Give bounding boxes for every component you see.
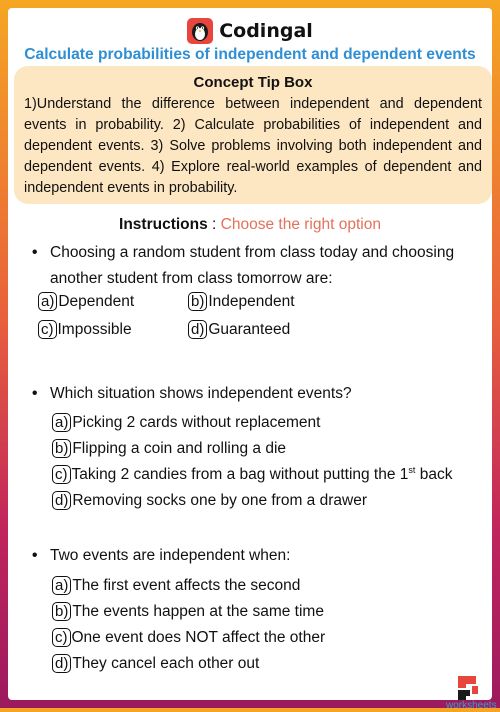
option-text: Dependent <box>58 292 135 310</box>
question-3-option-a[interactable] <box>52 576 300 595</box>
option-text: One event does NOT affect the other <box>71 628 326 646</box>
question-2-text: Which situation shows independent events? <box>50 385 352 402</box>
option-key: c) <box>52 628 71 647</box>
question-3-option-b[interactable] <box>52 602 324 621</box>
tip-box-body: 1)Understand the difference between independent and dependent events in probability. 2) Calculate probabilities of independent and dependent events. 3) Solve problems involving both independent and dependent events. 4) Explore real-world examples of dependent and independent events in probability. <box>24 96 482 196</box>
question-1-option-b[interactable] <box>188 292 295 311</box>
instructions-label: Instructions <box>119 216 208 233</box>
question-3-option-d[interactable] <box>52 654 259 673</box>
bullet-icon: • <box>32 547 38 564</box>
option-key: b) <box>52 439 71 458</box>
option-text: The events happen at the same time <box>72 602 324 620</box>
tip-box-title: Concept Tip Box <box>193 74 313 91</box>
worksheet-page <box>8 8 497 711</box>
option-text: Impossible <box>57 320 132 338</box>
brand-name: Codingal <box>219 20 313 42</box>
option-text: The first event affects the second <box>72 576 301 594</box>
question-2-option-a[interactable] <box>52 413 320 432</box>
option-text: Picking 2 cards without replacement <box>72 413 321 431</box>
question-3-option-c[interactable] <box>52 628 325 647</box>
option-key: c) <box>52 465 71 484</box>
bullet-icon: • <box>32 385 38 402</box>
question-1-option-d[interactable] <box>188 320 290 339</box>
instructions-separator: : <box>212 216 217 233</box>
option-text: Flipping a coin and rolling a die <box>72 439 287 457</box>
question-1 <box>32 240 454 292</box>
option-key: a) <box>52 576 71 595</box>
question-1-option-c[interactable] <box>38 320 132 339</box>
option-key: c) <box>38 320 57 339</box>
option-text: Taking 2 candies from a bag without putting the 1st back <box>71 465 453 484</box>
option-key: a) <box>38 292 57 311</box>
question-3 <box>32 543 290 569</box>
page-title: Calculate probabilities of independent and dependent events <box>24 46 476 63</box>
question-1-text-line2: another student from class tomorrow are: <box>50 270 333 287</box>
footer-worksheets-text: worksheets <box>446 700 497 711</box>
option-text: Guaranteed <box>208 320 291 338</box>
question-3-text: Two events are independent when: <box>50 547 291 564</box>
option-key: d) <box>52 654 71 673</box>
instructions <box>8 216 492 234</box>
brand-header <box>8 16 492 46</box>
option-text: They cancel each other out <box>72 654 260 672</box>
question-2-option-d[interactable] <box>52 491 367 510</box>
option-key: b) <box>52 602 71 621</box>
question-2 <box>32 381 352 407</box>
option-key: a) <box>52 413 71 432</box>
question-1-text-line1: Choosing a random student from class today and choosing <box>50 244 455 261</box>
option-text: Removing socks one by one from a drawer <box>72 491 367 509</box>
bullet-icon: • <box>32 244 38 261</box>
question-2-option-b[interactable] <box>52 439 286 458</box>
question-1-option-a[interactable] <box>38 292 134 311</box>
option-key: b) <box>188 292 207 311</box>
concept-tip-box <box>14 66 492 204</box>
option-text: Independent <box>208 292 295 310</box>
penguin-icon <box>187 18 213 44</box>
instructions-text: Choose the right option <box>220 216 381 233</box>
option-key: d) <box>52 491 71 510</box>
option-key: d) <box>188 320 207 339</box>
question-2-option-c[interactable] <box>52 465 452 484</box>
